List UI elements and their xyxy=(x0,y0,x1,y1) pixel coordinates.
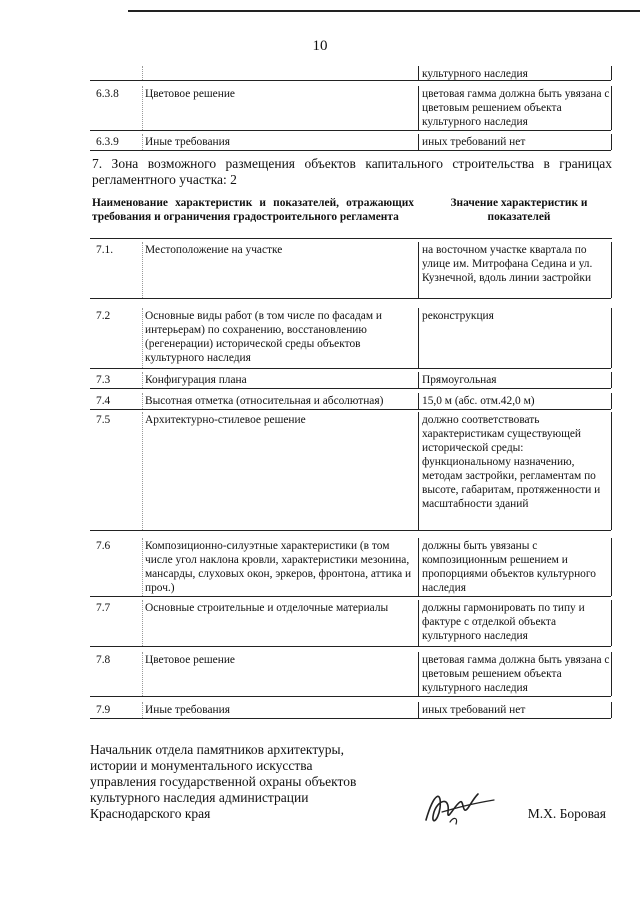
table-row xyxy=(90,600,611,647)
handwritten-signature xyxy=(420,782,500,832)
row-value: 15,0 м (абс. отм.42,0 м) xyxy=(422,395,535,407)
row-name: Иные требования xyxy=(145,704,230,716)
row-name: Основные виды работ (в том числе по фасадам и интерьерам) по сохранению, восстановлению (регенерации) исторической среды объектов культурного наследия xyxy=(145,310,382,364)
row-value: цветовая гамма должна быть увязана с цветовым решением объекта культурного наследия xyxy=(422,88,610,128)
position-line: истории и монументального искусства xyxy=(90,758,313,773)
table-row xyxy=(90,242,611,299)
section-title: 7. Зона возможного размещения объектов капитального строительства в границах регламентного участка: 2 xyxy=(92,156,612,187)
position-line: культурного наследия администрации xyxy=(90,790,309,805)
row-name: Цветовое решение xyxy=(145,88,235,100)
row-value: Прямоугольная xyxy=(422,374,497,386)
signatory-position xyxy=(90,742,356,822)
table-row xyxy=(90,652,611,697)
row-value: на восточном участке квартала по улице им. Митрофана Седина и ул. Кузнечной, вдоль линии застройки xyxy=(422,244,593,284)
position-line: Краснодарского края xyxy=(90,806,211,821)
row-number: 7.1. xyxy=(96,244,114,256)
row-number: 7.4 xyxy=(96,395,111,407)
table-row xyxy=(90,66,611,81)
table-row xyxy=(90,134,611,151)
table-row xyxy=(90,702,611,719)
table-row xyxy=(90,308,611,369)
row-number: 7.6 xyxy=(96,540,111,552)
page-number: 10 xyxy=(312,38,328,54)
row-value: культурного наследия xyxy=(422,68,528,80)
row-number: 6.3.8 xyxy=(96,88,119,100)
table-row xyxy=(90,86,611,131)
row-value: должны быть увязаны с композиционным решением и пропорциями объектов культурного наследия xyxy=(422,540,596,594)
row-name: Высотная отметка (относительная и абсолютная) xyxy=(145,395,384,407)
table-row xyxy=(90,372,611,389)
table-row xyxy=(90,393,611,410)
header-divider xyxy=(90,238,612,239)
row-name: Местоположение на участке xyxy=(145,244,283,256)
row-value: иных требований нет xyxy=(422,136,526,148)
row-name: Цветовое решение xyxy=(145,654,235,666)
table-row xyxy=(90,538,611,597)
row-name: Архитектурно-стилевое решение xyxy=(145,414,306,426)
row-name: Иные требования xyxy=(145,136,230,148)
position-line: Начальник отдела памятников архитектуры, xyxy=(90,742,344,757)
header-value: Значение характеристик и показателей xyxy=(450,197,588,223)
row-number: 7.2 xyxy=(96,310,111,322)
row-number: 7.5 xyxy=(96,414,111,426)
row-name: Конфигурация плана xyxy=(145,374,247,386)
row-number: 7.9 xyxy=(96,704,111,716)
row-value: должны гармонировать по типу и фактуре с отделкой объекта культурного наследия xyxy=(422,602,585,642)
signer-name: М.Х. Боровая xyxy=(527,806,606,821)
row-name: Основные строительные и отделочные материалы xyxy=(145,602,389,614)
header-characteristic: Наименование характеристик и показателей, отражающих требования и ограничения градостроительного регламента xyxy=(92,197,414,223)
row-number: 7.8 xyxy=(96,654,111,666)
row-value: реконструкция xyxy=(422,310,494,322)
table-row xyxy=(90,412,611,531)
position-line: управления государственной охраны объектов xyxy=(90,774,357,789)
row-number: 7.7 xyxy=(96,602,111,614)
row-value: должно соответствовать характеристикам существующей исторической среды: функциональному назначению, методам застройки, регламентам по высоте, габаритам, протяженности и масштабности зданий xyxy=(422,414,601,510)
row-number: 7.3 xyxy=(96,374,111,386)
row-value: цветовая гамма должна быть увязана с цветовым решением объекта культурного наследия xyxy=(422,654,610,694)
row-name: Композиционно-силуэтные характеристики (в том числе угол наклона кровли, характеристики мезонина, мансарды, слуховых окон, эркеров, фронтона, аттика и проч.) xyxy=(145,540,412,594)
row-value: иных требований нет xyxy=(422,704,526,716)
row-number: 6.3.9 xyxy=(96,136,119,148)
